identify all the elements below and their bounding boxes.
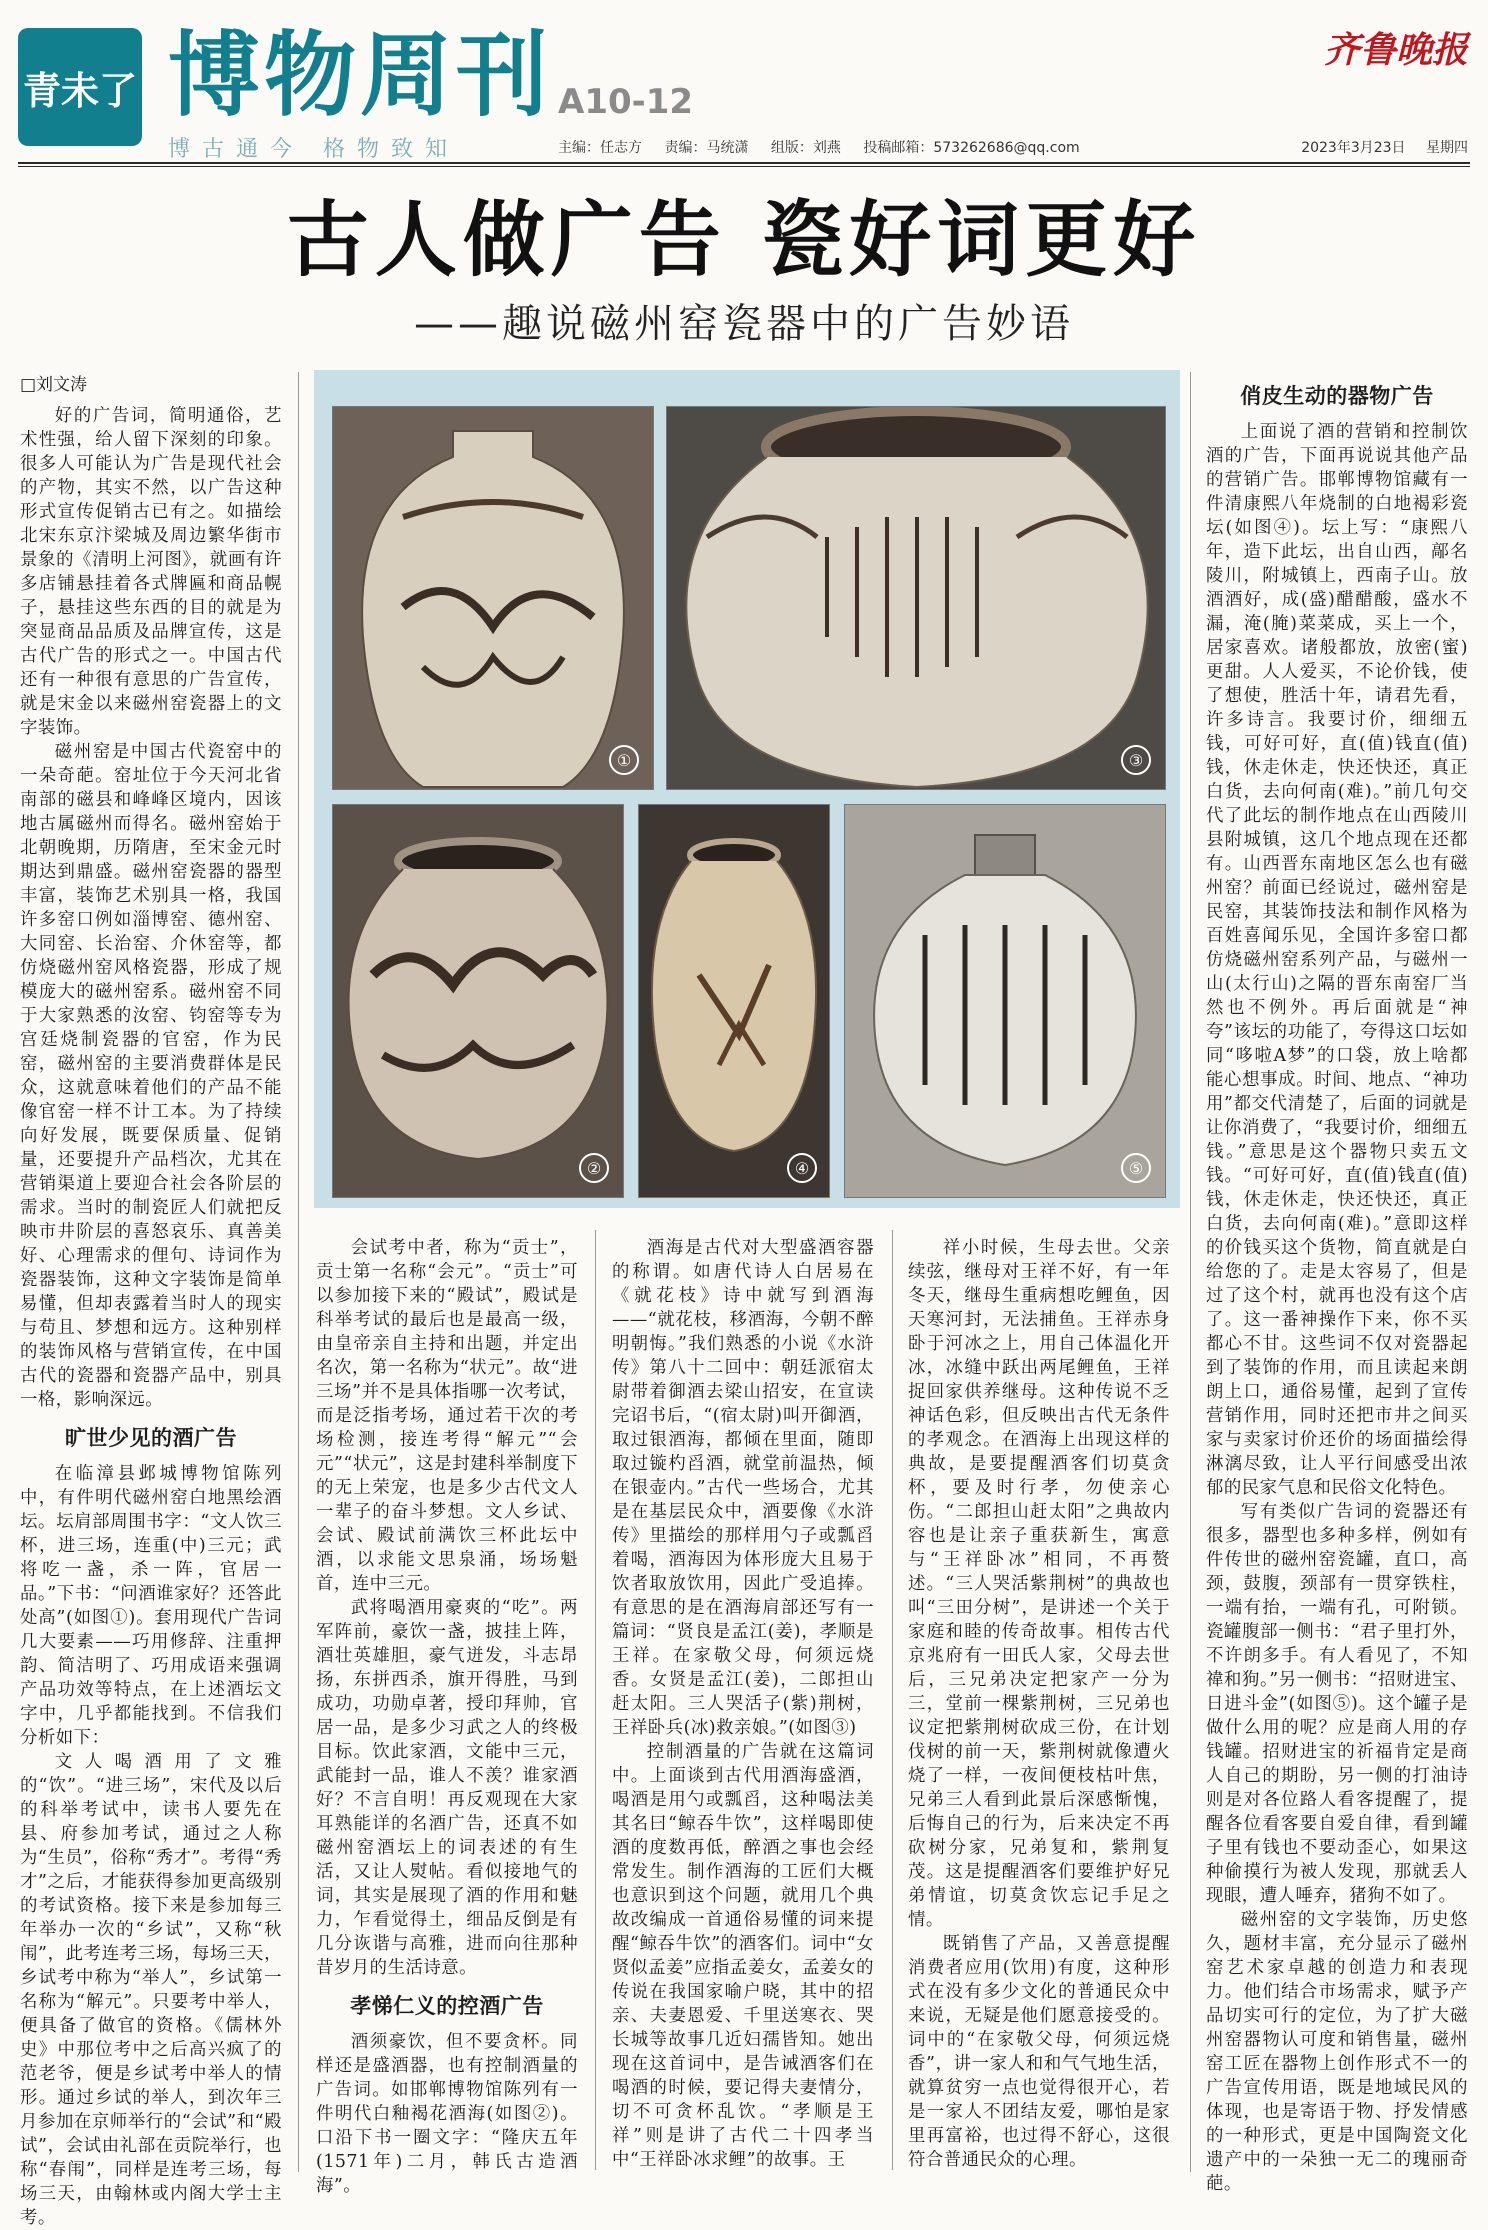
header-rule xyxy=(18,162,1470,164)
paragraph: 写有类似广告词的瓷器还有很多，器型也多种多样，例如有件传世的磁州窑瓷罐，直口，高颈，鼓腹，颈部有一贯穿铁柱，一端有抬，一端有孔，可附锁。瓷罐腹部一侧书：“君子里打外，不许朗多手。有人看见了，不知禕和狗。”另一侧书：“招财进宝、日进斗金”(如图⑤)。这个罐子是做什么用的呢？应是商人用的存钱罐。招财进宝的祈福肯定是商人自己的期盼，另一侧的打油诗则是对各位路人看客提醒了，提醒各位看客要自爱自律，看到罐子里有钱也不要动歪心，如果这种偷摸行为被人发现，那就丢人现眼，遭人唾弃，猪狗不如了。 xyxy=(1206,1502,1468,1906)
photo-1 xyxy=(332,406,654,790)
editor-credits xyxy=(558,137,1098,157)
layout-editor: 组版：刘燕 xyxy=(770,140,841,156)
photo-2 xyxy=(332,804,624,1198)
paragraph: 酒须豪饮，但不要贪杯。同样还是盛酒器，也有控制酒量的广告词。如邯郸博物馆陈列有一件明代白釉褐花酒海(如图②)。口沿下书一圈文字：“隆庆五年(1571年)二月，韩氏古造酒海”。 xyxy=(316,2032,578,2196)
ceramic-jar-icon xyxy=(333,407,653,789)
header-rule-thin xyxy=(18,166,1470,167)
section-heading-product-ad: 俏皮生动的器物广告 xyxy=(1240,383,1434,408)
photo-3 xyxy=(666,406,1166,790)
ceramic-jar-icon xyxy=(845,805,1165,1197)
paragraph: 祥小时候，生母去世。父亲续弦，继母对王祥不好，有一年冬天，继母生重病想吃鲤鱼，因天寒河封，无法捕鱼。王祥赤身卧于河冰之上，用自己体温化开冰，冰缝中跃出两尾鲤鱼，王祥捉回家供养继母。这种传说不乏神话色彩，但反映出古代无条件的孝观念。在酒海上出现这样的典故，是要提醒酒客们切莫贪杯，要及时行孝，勿使亲心伤。“二郎担山赶太阳”之典故内容也是让亲子重获新生，寓意与“王祥卧冰”相同，不再赘述。“三人哭活紫荆树”的典故也叫“三田分树”，是讲述一个关于家庭和睦的传奇故事。相传古代京兆府有一田氏人家，父母去世后，三兄弟决定把家产一分为三，堂前一棵紫荆树，三兄弟也议定把紫荆树砍成三份，在计划伐树的前一天，紫荆树就像遭火烧了一样，一夜间便枝枯叶焦，兄弟三人看到此景后深感惭愧，后悔自己的行为，后来决定不再砍树分家，兄弟复和，紫荆复茂。这是提醒酒客们要维护好兄弟情谊，切莫贪饮忘记手足之情。 xyxy=(908,1238,1170,1930)
newspaper-name: 齐鲁晚报 xyxy=(1323,29,1468,71)
column-3 xyxy=(612,1236,874,2172)
paragraph: 酒海是古代对大型盛酒容器的称谓。如唐代诗人白居易在《就花枝》诗中就写到酒海——“就花枝，移酒海，今朝不醉明朝悔。”我们熟悉的小说《水浒传》第八十二回中：朝廷派宿太尉带着御酒去梁山招安，在宣读完诏书后，“(宿太尉)叫开御酒，取过银酒海，都倾在里面，随即取过镟杓舀酒，就堂前温热，倾在银壶内。”古代一些场合，尤其是在基层民众中，酒要像《水浒传》里描绘的那样用勺子或瓢舀着喝，酒海因为体形庞大且易于饮者取放饮用，因此广受追捧。有意思的是在酒海肩部还写有一篇词：“贤良是孟江(姜)，孝顺是王祥。在家敬父母，何须远烧香。女贤是孟江(姜)，二郎担山赶太阳。三人哭活子(紫)荆树，王祥卧兵(冰)救亲娘。”(如图③) xyxy=(612,1238,874,1738)
photo-5 xyxy=(844,804,1166,1198)
column-5 xyxy=(1206,372,1468,2196)
paragraph: 文人喝酒用了文雅的“饮”。“进三场”，宋代及以后的科举考试中，读书人要先在县、府参加考试，通过之人称为“生员”，俗称“秀才”。考得“秀才”之后，才能获得参加更高级别的考试资格。接下来是参加每三年举办一次的“乡试”，又称“秋闱”，此考连考三场，每场三天，乡试考中称为“举人”，乡试第一名称为“解元”。只要考中举人，便具备了做官的资格。《儒林外史》中那位考中之后高兴疯了的范老爷，便是乡试考中举人的情形。通过乡试的举人，到次年三月参加在京师举行的“会试”和“殿试”，会试由礼部在贡院举行，也称“春闱”，同样是连考三场，每场三天，由翰林或内阁大学士主考。 xyxy=(20,1752,282,2228)
column-divider xyxy=(595,1230,596,2170)
byline: □刘文涛 xyxy=(20,375,88,395)
column-4 xyxy=(908,1236,1170,2172)
ceramic-jar-icon xyxy=(667,407,1165,789)
photo-label: ③ xyxy=(1121,745,1151,775)
paragraph: 好的广告词，简明通俗，艺术性强，给人留下深刻的印象。很多人可能认为广告是现代社会的产物，其实不然，以广告这种形式宣传促销古已有之。如描绘北宋东京汴梁城及周边繁华街市景象的《清明上河图》，就画有许多店铺悬挂着各式牌匾和商品幌子，悬挂这些东西的目的就是为突显商品品质及品牌宣传，这是古代广告的形式之一。中国古代还有一种很有意思的广告宣传，就是宋金以来磁州窑瓷器上的文字装饰。 xyxy=(20,406,282,738)
masthead-title: 博物周刊 xyxy=(168,21,553,129)
paragraph: 在临漳县邺城博物馆陈列中，有件明代磁州窑白地黑绘酒坛。坛肩部周围书字：“文人饮三杯，进三场，连重(中)三元；武将吃一盏，杀一阵，官居一品。”下书：“问酒谁家好？还答此处高”(如图①)。套用现代广告词几大要素——巧用修辞、注重押韵、简洁明了、巧用成语来强调产品功效等特点，在上述酒坛文字中，几乎都能找到。不信我们分析如下： xyxy=(20,1464,282,1748)
paragraph: 磁州窑是中国古代瓷窑中的一朵奇葩。窑址位于今天河北省南部的磁县和峰峰区境内，因该地古属磁州而得名。磁州窑始于北朝晚期，历隋唐，至宋金元时期达到鼎盛。磁州窑瓷器的器型丰富，装饰艺术别具一格，我国许多窑口例如淄博窑、德州窑、大同窑、长治窑、介休窑等，都仿烧磁州窑风格瓷器，形成了规模庞大的磁州窑系。磁州窑不同于大家熟悉的汝窑、钧窑等专为宫廷烧制瓷器的官窑，作为民窑，磁州窑的主要消费群体是民众，这就意味着他们的产品不能像官窑一样不计工本。为了持续向好发展，既要保质量、促销量，还要提升产品档次，尤其在营销渠道上要迎合社会各阶层的需求。当时的制瓷匠人们就把反映市井阶层的喜怒哀乐、真善美好、心理需求的俚句、诗词作为瓷器装饰，这种文字装饰是简单易懂，但却表露着当时人的现实与苟且、梦想和远方。这种别样的装饰风格与营销宣传，在中国古代的瓷器和瓷器产品中，别具一格，影响深远。 xyxy=(20,742,282,1410)
brand-logo: 青未了 xyxy=(18,28,142,146)
photo-label: ④ xyxy=(787,1153,817,1183)
subheadline: ——趣说磁州窑瓷器中的广告妙语 xyxy=(414,301,1074,347)
motto: 博古通今 格物致知 xyxy=(168,137,459,162)
column-2 xyxy=(316,1236,578,2198)
dateline xyxy=(1285,137,1468,157)
chief-editor: 主编：任志方 xyxy=(558,140,642,156)
section-heading-control-ad: 孝悌仁义的控酒广告 xyxy=(350,1993,544,2018)
photo-4 xyxy=(638,804,830,1198)
photo-panel xyxy=(314,370,1180,1208)
column-divider xyxy=(892,1230,893,2170)
responsible-editor: 责编：马统潇 xyxy=(664,140,749,156)
photo-label: ⑤ xyxy=(1121,1153,1151,1183)
section-heading-wine-ad: 旷世少见的酒广告 xyxy=(65,1425,237,1450)
column-1 xyxy=(20,404,282,2230)
paragraph: 会试考中者，称为“贡士”，贡士第一名称“会元”。“贡士”可以参加接下来的“殿试”，殿试是科举考试的最后也是最高一级，由皇帝亲自主持和出题，并定出名次，第一名称为“状元”。故“进三场”并不是具体指哪一次考试，而是泛指考场，通过若干次的考场检测，接连考得“解元”“会元”“状元”，这是封建科举制度下的无上荣宠，也是多少古代文人一辈子的奋斗梦想。文人乡试、会试、殿试前满饮三杯此坛中酒，以求能文思泉涌，场场魁首，连中三元。 xyxy=(316,1238,578,1594)
photo-label: ① xyxy=(609,745,639,775)
ceramic-jar-icon xyxy=(333,805,623,1197)
column-divider xyxy=(1190,372,1191,2172)
photo-label: ② xyxy=(579,1153,609,1183)
issue-date: 2023年3月23日 xyxy=(1301,140,1406,156)
paragraph: 武将喝酒用豪爽的“吃”。两军阵前，豪饮一盏，披挂上阵，酒壮英雄胆，豪气迸发，斗志昂扬，东拼西杀，旗开得胜，马到成功，功勋卓著，授印拜帅，官居一品，是多少习武之人的终极目标。饮此家酒，文能中三元，武能封一品，谁人不羡？谁家酒好？不言自明！再反观现在大家耳熟能详的名酒广告，还真不如磁州窑酒坛上的词表述的有生活，又让人熨帖。看似接地气的词，其实是展现了酒的作用和魅力，乍看觉得土，细品反倒是有几分诙谐与高雅，进而向往那种昔岁月的生活诗意。 xyxy=(316,1598,578,1978)
paragraph: 磁州窑的文字装饰，历史悠久，题材丰富，充分显示了磁州窑艺术家卓越的创造力和表现力。他们结合市场需求，赋予产品切实可行的定位，为了扩大磁州窑器物认可度和销售量，磁州窑工匠在器物上创作形式不一的广告宣传用语，既是地域民风的体现，也是寄语于物、抒发情感的一种形式，更是中国陶瓷文化遗产中的一朵独一无二的瑰丽奇葩。 xyxy=(1206,1910,1468,2194)
submission-email: 投稿邮箱：573262686@qq.com xyxy=(863,140,1080,156)
paragraph: 既销售了产品，又善意提醒消费者应用(饮用)有度，这种形式在没有多少文化的普通民众中来说，无疑是他们愿意接受的。词中的“在家敬父母，何须远烧香”，讲一家人和和气气地生活，就算贫穷一点也觉得很开心，若是一家人不团结友爱，哪怕是家里再富裕，也过得不舒心，这很符合普通民众的心理。 xyxy=(908,1934,1170,2170)
ceramic-jar-icon xyxy=(639,805,829,1197)
page-number: A10-12 xyxy=(558,82,694,122)
column-divider xyxy=(298,372,299,2172)
weekday: 星期四 xyxy=(1426,140,1468,156)
paragraph: 控制酒量的广告就在这篇词中。上面谈到古代用酒海盛酒，喝酒是用勺或瓢舀，这种喝法美其名曰“鲸吞牛饮”，这样喝即使酒的度数再低，醉酒之事也会经常发生。制作酒海的工匠们大概也意识到这个问题，就用几个典故改编成一首通俗易懂的词来提醒“鲸吞牛饮”的酒客们。词中“女贤似孟姜”应指孟姜女，孟姜女的传说在我国家喻户晓，其中的招亲、夫妻恩爱、千里送寒衣、哭长城等故事几近妇孺皆知。她出现在这首词中，是告诫酒客们在喝酒的时候，要记得夫妻情分，切不可贪杯乱饮。“孝顺是王祥”则是讲了古代二十四孝当中“王祥卧冰求鲤”的故事。王 xyxy=(612,1742,874,2170)
headline: 古人做广告 瓷好词更好 xyxy=(286,192,1202,288)
paragraph: 上面说了酒的营销和控制饮酒的广告，下面再说说其他产品的营销广告。邯郸博物馆藏有一件清康熙八年烧制的白地褐彩瓷坛(如图④)。坛上写：“康熙八年，造下此坛，出自山西，鄗名陵川，附城镇上，西南子山。放酒酒好，成(盛)醋醋酸，盛水不漏，淹(腌)菜菜成，买上一个，居家喜欢。诸般都放，放密(蜜)更甜。人人爱买，不论价钱，使了想使，胜活十年，请君先看，许多诗言。我要讨价，细细五钱，可好可好，直(值)钱直(值)钱，休走休走，快还快还，真正白货，去向何南(难)。”前几句交代了此坛的制作地点在山西陵川县附城镇，这几个地点现在还都有。山西晋东南地区怎么也有磁州窑？前面已经说过，磁州窑是民窑，其装饰技法和制作风格为百姓喜闻乐见，全国许多窑口都仿烧磁州窑系列产品，与磁州一山(太行山)之隔的晋东南窑厂当然也不例外。再后面就是“神夸”该坛的功能了，夸得这口坛如同“哆啦A梦”的口袋，放上啥都能心想事成。时间、地点、“神功用”都交代清楚了，后面的词就是让你消费了，“我要讨价，细细五钱。”意思是这个器物只卖五文钱。“可好可好，直(值)钱直(值)钱，休走休走，快还快还，真正白货，去向何南(难)。”意即这样的价钱买这个货物，简直就是白给您的了。走是太容易了，但是过了这个村，就再也没有这个店了。这一番神操作下来，你不买都心不甘。这些词不仅对瓷器起到了装饰的作用，而且读起来朗朗上口，通俗易懂，起到了宣传营销作用，同时还把市井之间买家与卖家讨价还价的场面描绘得淋漓尽致，让人平行间感受出浓郁的民家气息和民俗文化特色。 xyxy=(1206,422,1468,1498)
